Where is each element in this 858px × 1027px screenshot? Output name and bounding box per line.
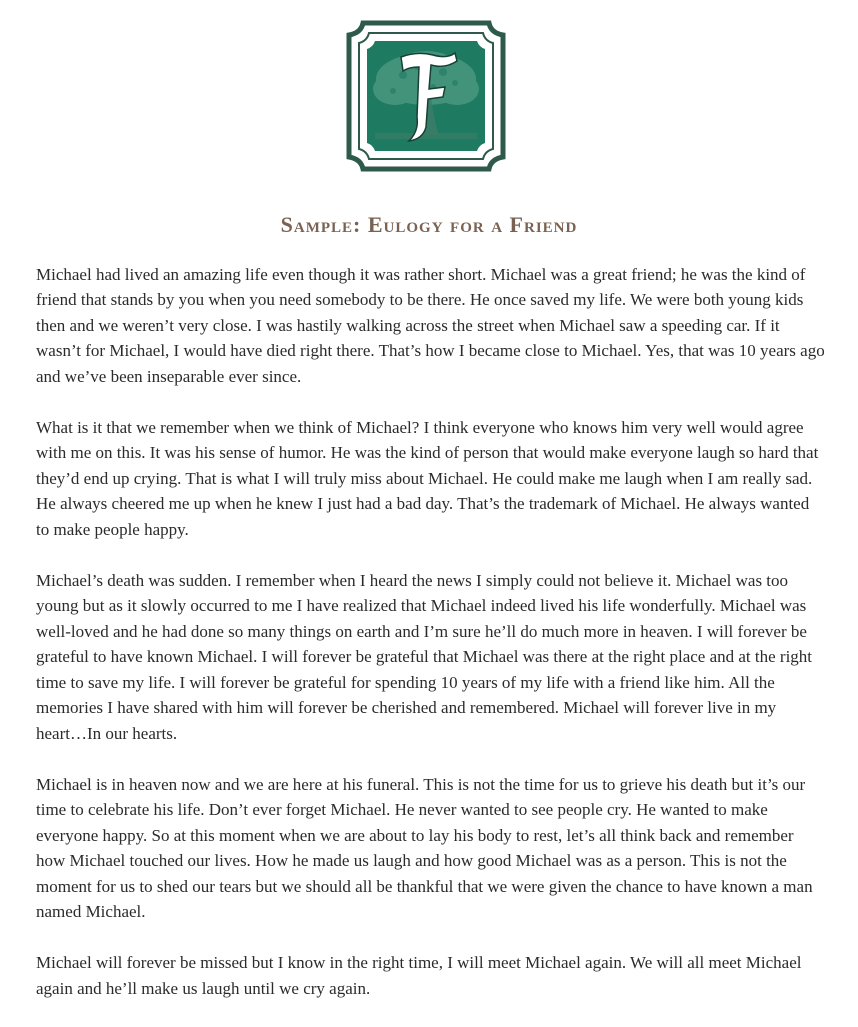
document-title: Sample: Eulogy for a Friend	[280, 212, 578, 237]
paragraph: Michael’s death was sudden. I remember when I heard the news I simply could not believe it. Michael was too young but as it slowly occurred to me I have realized that Michael indeed lived his life wonderfully. Michael was well-loved and he had done so many things on earth and I’m sure he’ll do much more in heaven. I will forever be grateful to have known Michael. I will forever be grateful that Michael was there at the right place and at the right time to save my life. I will forever be grateful for spending 10 years of my life with a friend like him. All the memories I have shared with him will forever be cherished and remembered. Michael will forever live in my heart…In our hearts.	[36, 571, 813, 743]
document-body	[36, 262, 826, 1027]
paragraph: What is it that we remember when we think of Michael? I think everyone who knows him very well would agree with me on this. It was his sense of humor. He was the kind of person that would make everyone laugh so hard that they’d end up crying. That is what I will truly miss about Michael. He could make me laugh when I am really sad. He always cheered me up when he knew I just had a bad day. That’s the trademark of Michael. He always wanted to make people happy.	[36, 418, 819, 539]
paragraph: Michael will forever be missed but I know in the right time, I will meet Michael again. We will all meet Michael again and he’ll make us laugh until we cry again.	[36, 953, 802, 998]
paragraph: Michael is in heaven now and we are here at his funeral. This is not the time for us to grieve his death but it’s our time to celebrate his life. Don’t ever forget Michael. He never wanted to see people cry. He wanted to make everyone happy. So at this moment when we are about to lay his body to rest, let’s all think back and remember how Michael touched our lives. How he made us laugh and how good Michael was as a person. This is not the moment for us to shed our tears but we should all be thankful that we were given the chance to have known a man named Michael.	[36, 774, 813, 921]
paragraph: Michael had lived an amazing life even though it was rather short. Michael was a great friend; he was the kind of friend that stands by you when you need somebody to be there. He once saved my life. We were both young kids then and we weren’t very close. I was hastily walking across the street when Michael saw a speeding car. If it wasn’t for Michael, I would have died right there. That’s how I became close to Michael. Yes, that was 10 years ago and we’ve been inseparable ever since.	[36, 265, 825, 386]
tree-emblem-icon	[333, 17, 519, 175]
logo	[333, 17, 519, 175]
